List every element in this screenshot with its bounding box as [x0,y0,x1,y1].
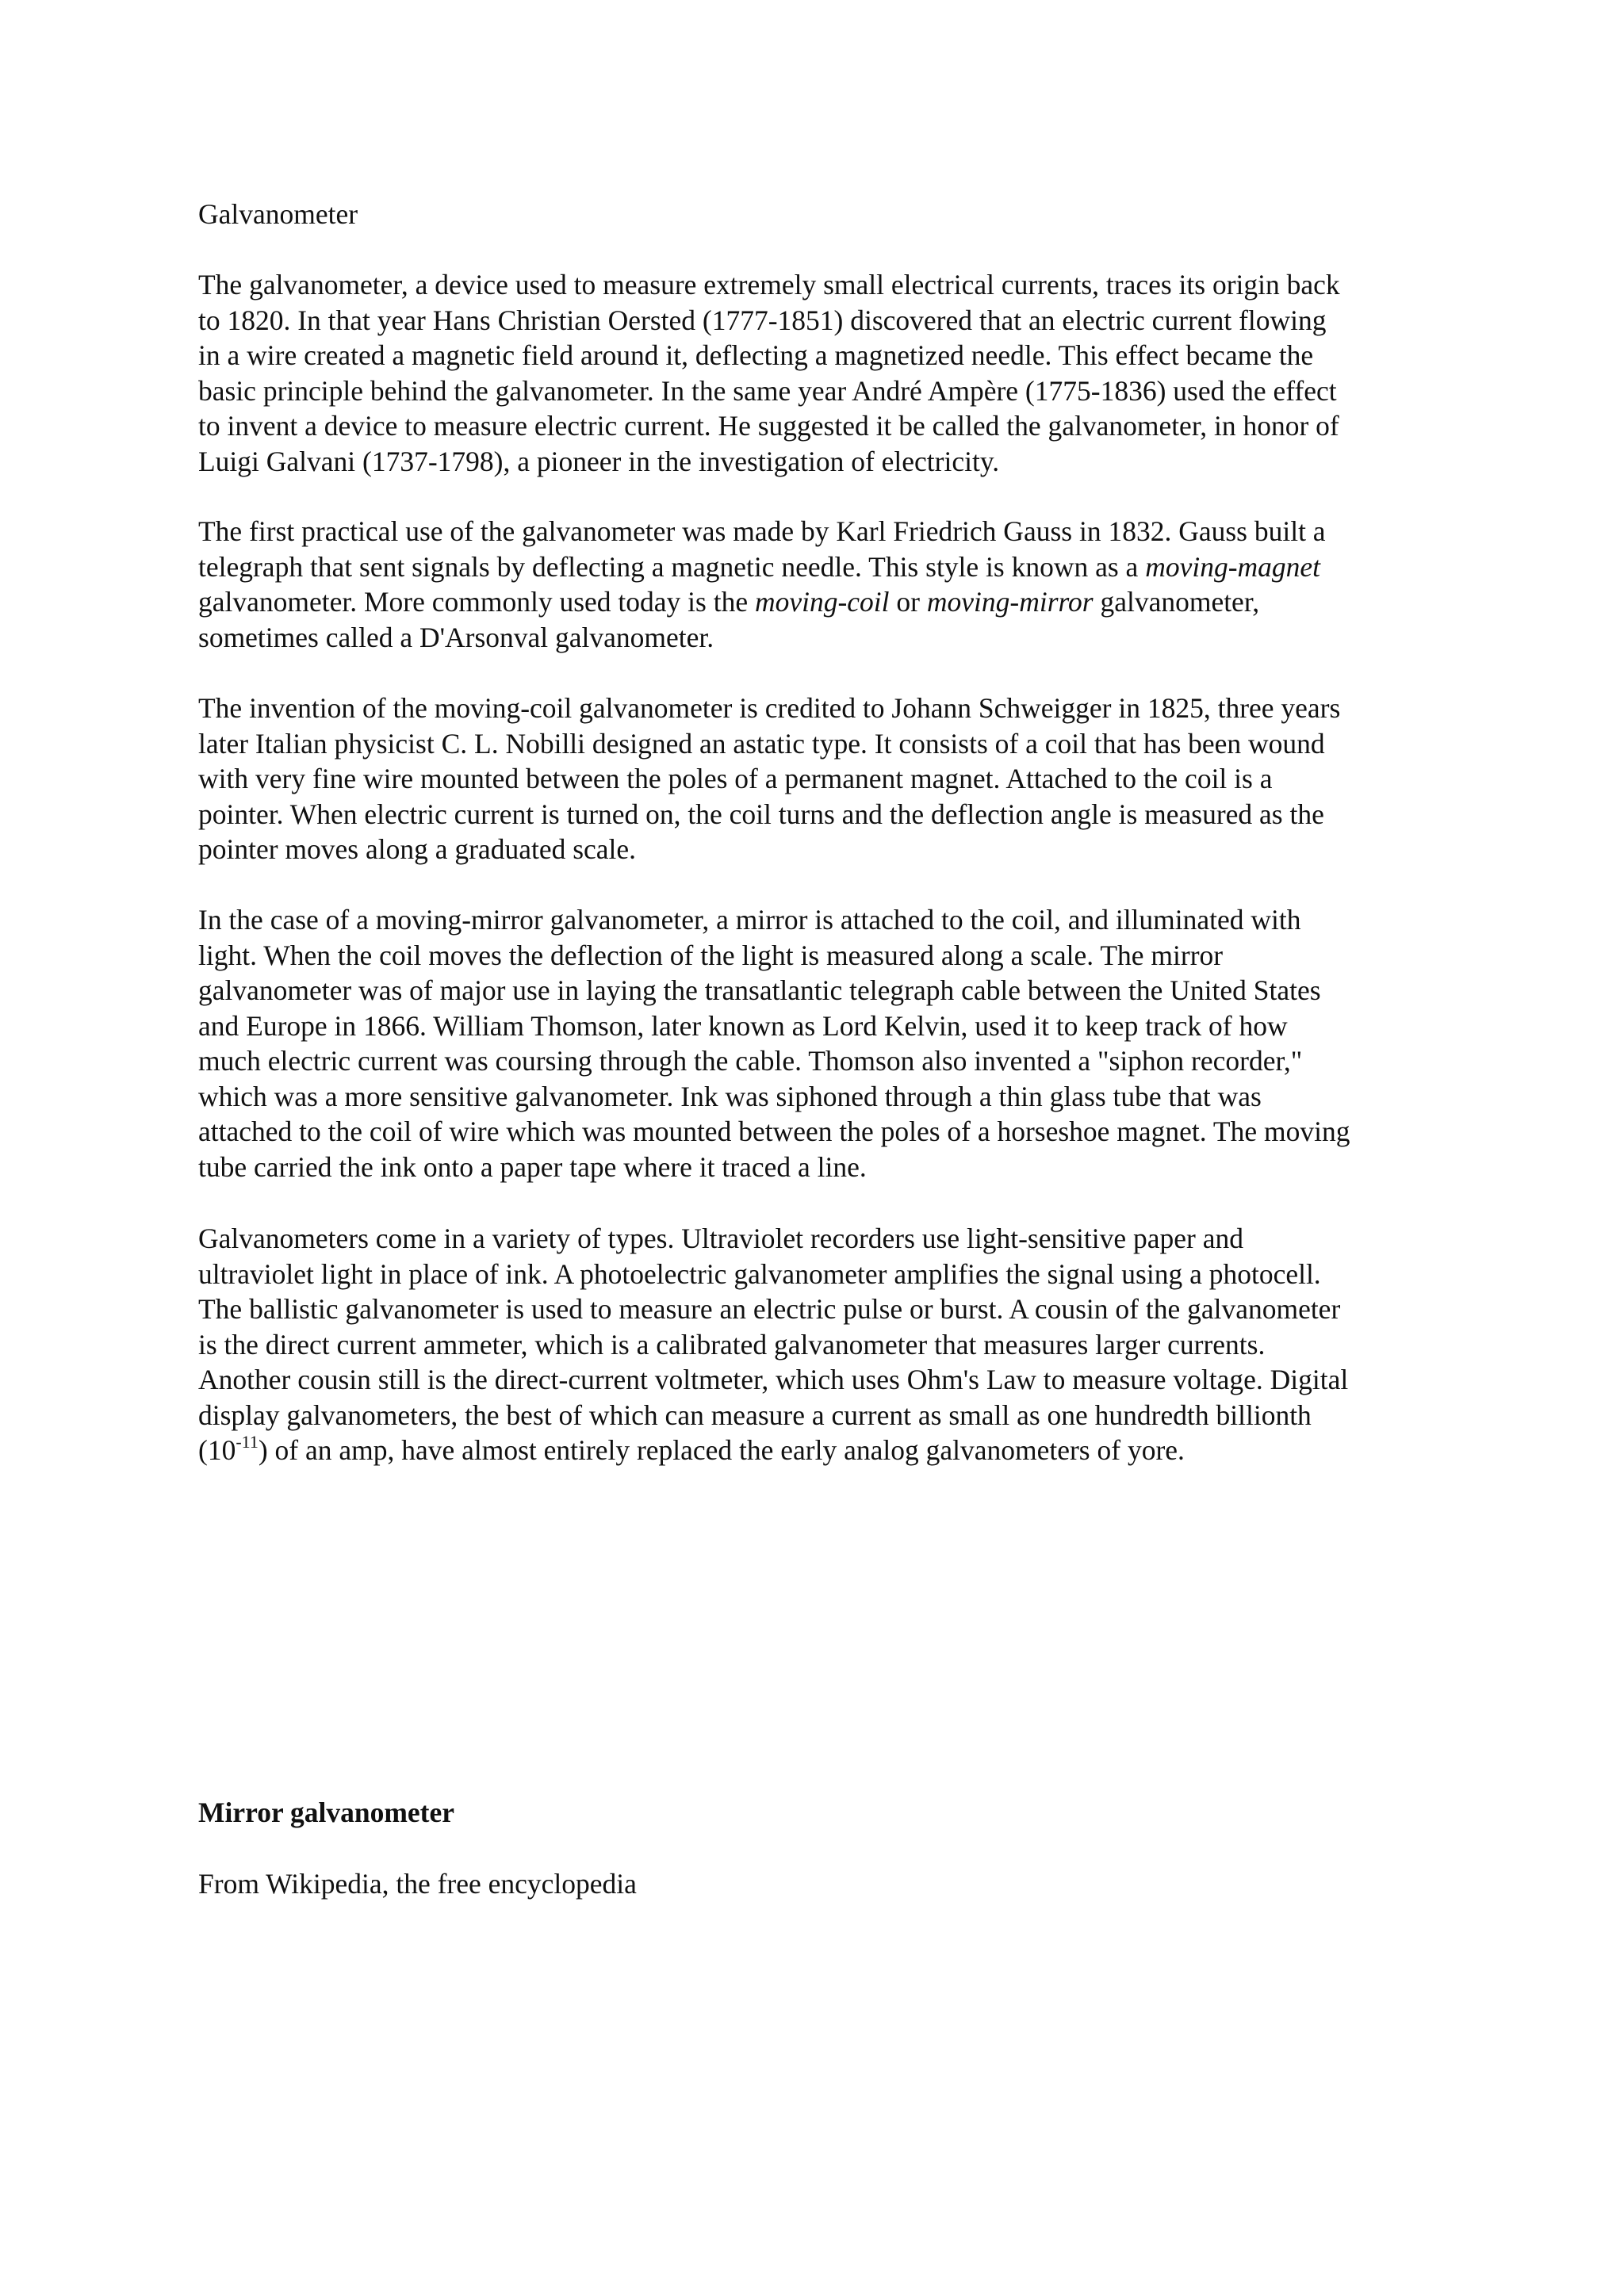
text-line: The galvanometer, a device used to measure extremely small electrical currents, traces its origin back [198,269,1340,300]
text-line: The invention of the moving-coil galvanometer is credited to Johann Schweigger in 1825, three years [198,692,1341,724]
text-line: later Italian physicist C. L. Nobilli designed an astatic type. It consists of a coil that has been wound [198,727,1325,760]
paragraph-origin [198,267,1447,479]
text-line: pointer moves along a graduated scale. [198,833,637,865]
text-run: galvanometer. More commonly used today is the [198,586,755,618]
section-heading: Mirror galvanometer [198,1797,455,1828]
emphasis-moving-coil: moving-coil [754,586,890,618]
text-line [198,1433,1447,1468]
text-line: tube carried the ink onto a paper tape where it traced a line. [198,1150,867,1183]
text-run: ) of an amp, have almost entirely replaced the early analog galvanometers of yore. [258,1434,1185,1466]
text-run: telegraph that sent signals by deflecting a magnetic needle. This style is known as a [198,550,1146,583]
text-line: sometimes called a D'Arsonval galvanometer. [198,621,714,653]
paragraph-gauss [198,514,1447,655]
text-line: basic principle behind the galvanometer. In the same year André Ampère (1775-1836) used the effect [198,374,1337,407]
text-line: display galvanometers, the best of which can measure a current as small as one hundredth billionth [198,1399,1312,1431]
emphasis-moving-magnet: moving-magnet [1145,550,1321,583]
text-line: Luigi Galvani (1737-1798), a pioneer in the investigation of electricity. [198,445,1000,477]
text-line: The first practical use of the galvanometer was made by Karl Friedrich Gauss in 1832. Gauss built a [198,515,1326,547]
text-line: galvanometer was of major use in laying the transatlantic telegraph cable between the United States [198,974,1321,1006]
text-line: is the direct current ammeter, which is a calibrated galvanometer that measures larger currents. [198,1328,1266,1360]
text-line: which was a more sensitive galvanometer. Ink was siphoned through a thin glass tube that was [198,1080,1262,1112]
text-line: to 1820. In that year Hans Christian Oersted (1777-1851) discovered that an electric current flowing [198,304,1327,336]
text-line: pointer. When electric current is turned on, the coil turns and the deflection angle is measured as the [198,798,1324,830]
text-line: to invent a device to measure electric current. He suggested it be called the galvanometer, in honor of [198,410,1339,442]
text-line: much electric current was coursing through the cable. Thomson also invented a "siphon recorder," [198,1045,1303,1077]
emphasis-moving-mirror: moving-mirror [926,586,1094,618]
source-attribution: From Wikipedia, the free encyclopedia [198,1868,637,1900]
text-line: In the case of a moving-mirror galvanometer, a mirror is attached to the coil, and illuminated with [198,904,1301,936]
text-line: Another cousin still is the direct-current voltmeter, which uses Ohm's Law to measure voltage. Digital [198,1364,1349,1395]
paragraph-moving-mirror [198,902,1447,1184]
text-line: with very fine wire mounted between the poles of a permanent magnet. Attached to the coil is a [198,763,1273,794]
paragraph-moving-coil [198,691,1447,867]
text-run: or [889,586,927,618]
text-line: ultraviolet light in place of ink. A photoelectric galvanometer amplifies the signal using a photocell. [198,1257,1321,1290]
exponent-superscript: -11 [236,1432,259,1452]
text-run: galvanometer, [1093,586,1260,618]
text-line [198,549,1447,585]
text-line [198,584,1447,620]
paragraph-types [198,1221,1447,1468]
text-line: light. When the coil moves the deflection of the light is measured along a scale. The mirror [198,939,1224,971]
text-line: attached to the coil of wire which was mounted between the poles of a horseshoe magnet. The moving [198,1115,1350,1147]
document-title: Galvanometer [198,198,358,230]
text-line: in a wire created a magnetic field around it, deflecting a magnetized needle. This effect became the [198,339,1314,371]
text-line: The ballistic galvanometer is used to measure an electric pulse or burst. A cousin of the galvanometer [198,1293,1341,1325]
text-line: and Europe in 1866. William Thomson, later known as Lord Kelvin, used it to keep track of how [198,1009,1288,1042]
text-run: (10 [198,1434,236,1466]
text-line: Galvanometers come in a variety of types. Ultraviolet recorders use light-sensitive paper and [198,1223,1243,1254]
